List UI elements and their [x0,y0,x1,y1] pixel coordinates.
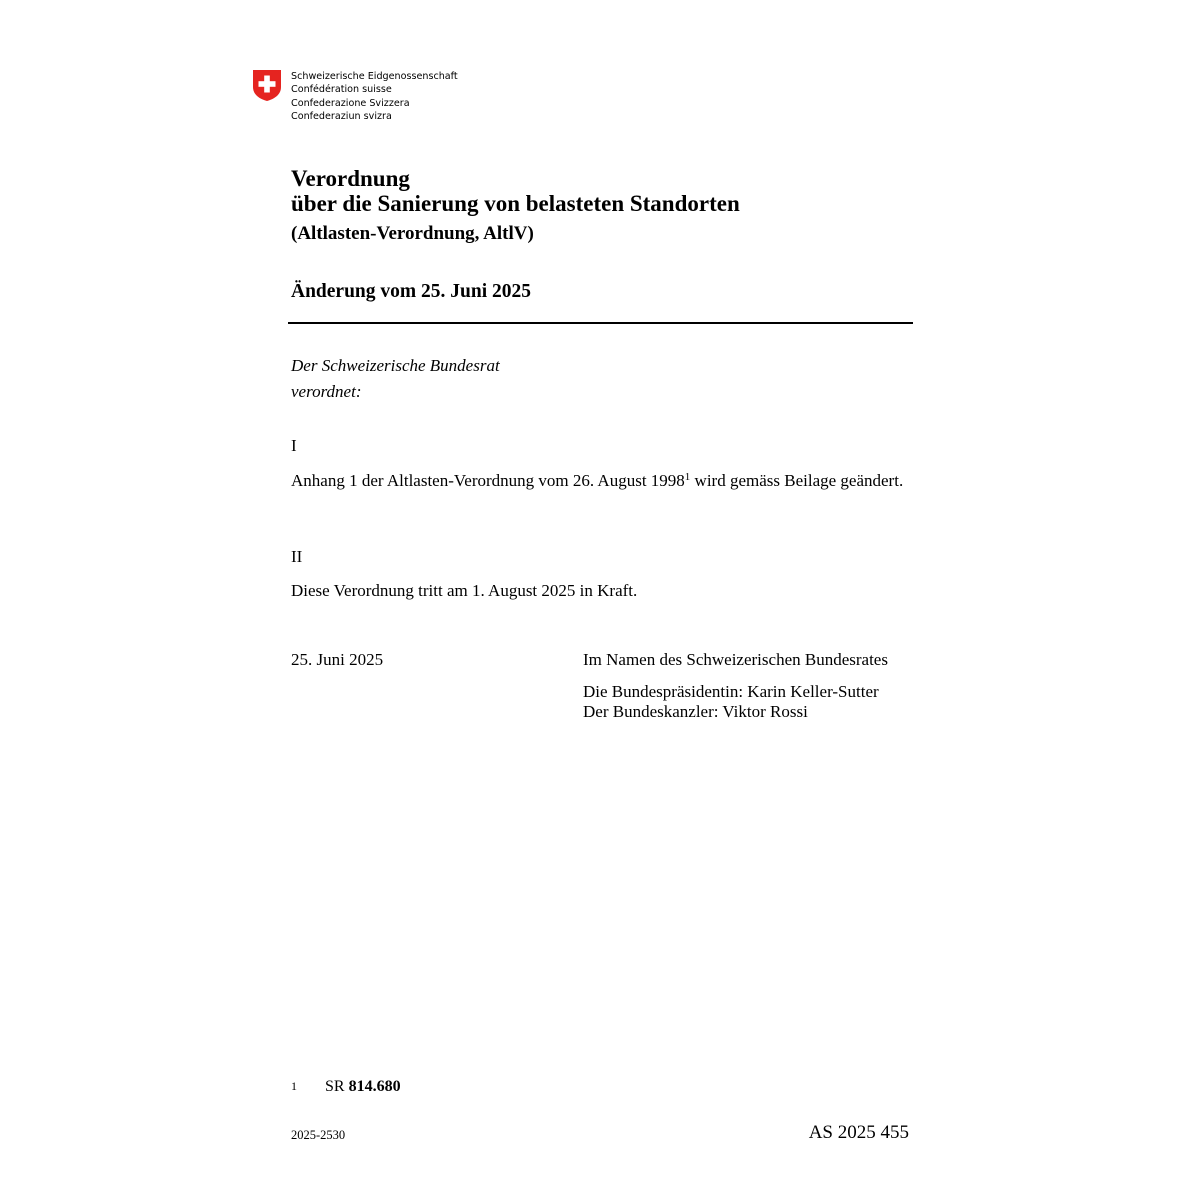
signature-block [583,650,888,722]
confederation-name-de: Schweizerische Eidgenossenschaft [291,71,458,82]
footnote-sr-number: 814.680 [348,1078,401,1095]
section-1-text-before: Anhang 1 der Altlasten-Verordnung vom 26. August 1998 [291,471,685,490]
section-numeral-1: I [291,436,297,455]
amendment-date-heading: Änderung vom 25. Juni 2025 [291,281,531,302]
title-line-2: über die Sanierung von belasteten Standorten [291,191,740,216]
footnote-prefix: SR [325,1078,349,1095]
confederation-name-rm: Confederaziun svizra [291,111,392,123]
preamble-verb: verordnet: [291,382,362,401]
signature-chancellor: Der Bundeskanzler: Viktor Rossi [583,702,808,721]
title-line-1: Verordnung [291,166,410,191]
section-1-text-after: wird gemäss Beilage geändert. [690,471,904,490]
footnote-reference[interactable]: 1 [684,471,691,483]
signature-president: Die Bundespräsidentin: Karin Keller-Sutter [583,682,879,701]
confederation-name-fr: Confédération suisse [291,84,392,96]
section-2-text: Diese Verordnung tritt am 1. August 2025 in Kraft. [291,581,638,600]
signature-date: 25. Juni 2025 [291,650,384,669]
short-title: (Altlasten-Verordnung, AltlV) [291,223,534,244]
confederation-name-it: Confederazione Svizzera [291,97,410,109]
swiss-cross-emblem-icon [252,69,282,102]
footnote-text [325,1078,401,1096]
section-1-text [291,471,908,491]
official-compilation-reference: AS 2025 455 [808,1122,909,1143]
confederation-names [291,70,458,124]
document-title [291,166,740,216]
title-divider [288,322,913,324]
document-number: 2025-2530 [291,1128,346,1142]
footnote-number: 1 [291,1079,297,1093]
section-numeral-2: II [291,547,303,566]
preamble [291,353,500,405]
preamble-authority: Der Schweizerische Bundesrat [291,356,500,375]
signature-on-behalf: Im Namen des Schweizerischen Bundesrates [583,650,888,669]
